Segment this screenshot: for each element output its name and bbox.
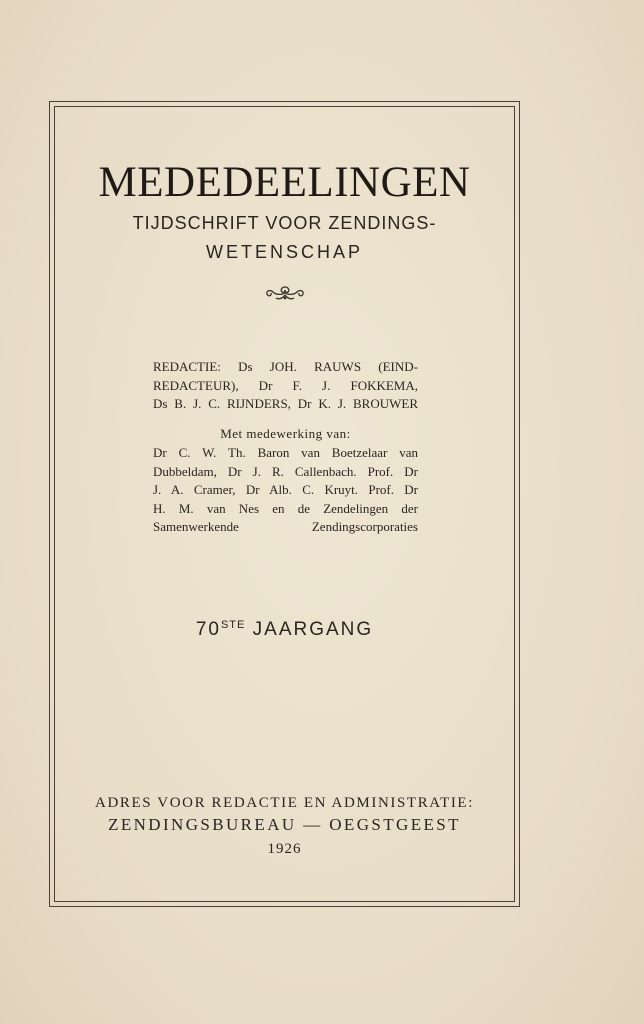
collaboration-heading: Met medewerking van: — [220, 426, 351, 441]
address-heading: ADRES VOOR REDACTIE EN ADMINISTRATIE: — [95, 795, 474, 811]
collaborator-line: Dubbeldam, Dr J. R. Callenbach. Prof. Dr — [153, 463, 418, 479]
volume-word: JAARGANG — [252, 619, 374, 640]
collaborator-line: Dr C. W. Th. Baron van Boetzelaar van — [153, 445, 418, 460]
volume-number: 70 — [195, 619, 221, 640]
journal-title: MEDEDEELINGEN — [98, 159, 471, 206]
collaborator-line: J. A. Cramer, Dr Alb. C. Kruyt. Prof. Dr — [153, 482, 418, 497]
editorial-board — [153, 358, 418, 414]
editorial-line: REDACTEUR), Dr F. J. FOKKEMA, — [153, 377, 418, 393]
editorial-line: REDACTIE: Ds JOH. RAUWS (EIND- — [153, 359, 418, 374]
scroll-ornament-icon — [264, 283, 306, 303]
publication-year: 1926 — [267, 841, 302, 857]
collaborators — [153, 444, 418, 537]
bureau-location: ZENDINGSBUREAU — OEGSTGEEST — [108, 815, 461, 834]
volume-suffix: STE — [220, 619, 246, 631]
subtitle-line-2: WETENSCHAP — [205, 242, 363, 262]
subtitle-line-1: TIJDSCHRIFT VOOR ZENDINGS- — [132, 213, 437, 233]
collaborator-line: Samenwerkende Zendingscorporaties — [153, 519, 418, 534]
volume-label — [54, 619, 515, 641]
collaborator-line: H. M. van Nes en de Zendelingen der — [153, 500, 418, 516]
editorial-line: Ds B. J. C. RIJNDERS, Dr K. J. BROUWER — [153, 396, 418, 411]
